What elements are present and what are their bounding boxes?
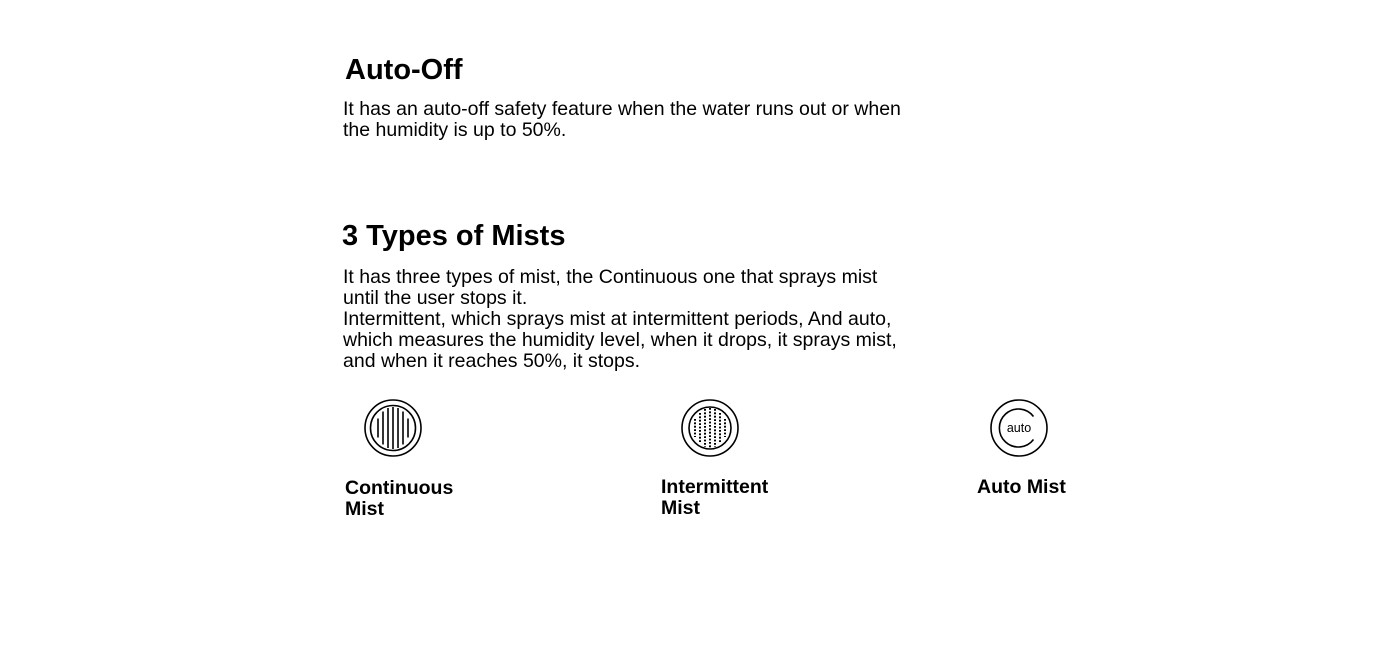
continuous-mist-text: It has three types of mist, the Continuous one that sprays mist until the user stops it.	[343, 266, 878, 309]
auto-mist-label	[977, 477, 1066, 498]
intermittent-mist-label-line2: Mist	[661, 497, 700, 519]
auto-mist-icon	[989, 398, 1049, 458]
auto-off-description	[343, 99, 903, 141]
continuous-mist-label-line1: Continuous	[345, 477, 454, 499]
auto-off-heading: Auto-Off	[345, 54, 463, 86]
mist-types-description	[343, 267, 915, 372]
intermittent-mist-icon	[680, 398, 740, 458]
continuous-mist-label	[345, 478, 453, 520]
auto-off-text: It has an auto-off safety feature when the water runs out or when the humidity is up to 50%.	[343, 98, 901, 141]
continuous-mist-icon	[363, 398, 423, 458]
continuous-mist-label-line2: Mist	[345, 498, 384, 520]
intermittent-mist-label-line1: Intermittent	[661, 476, 769, 498]
mist-types-heading: 3 Types of Mists	[342, 220, 566, 252]
intermittent-mist-label	[661, 477, 768, 519]
auto-mist-icon-text: auto	[1006, 421, 1032, 435]
auto-mist-label-line1: Auto Mist	[977, 476, 1066, 498]
intermittent-auto-mist-text: Intermittent, which sprays mist at intermittent periods, And auto, which measures the humidity level, when it drops, it sprays mist, and when it reaches 50%, it stops.	[343, 308, 897, 372]
